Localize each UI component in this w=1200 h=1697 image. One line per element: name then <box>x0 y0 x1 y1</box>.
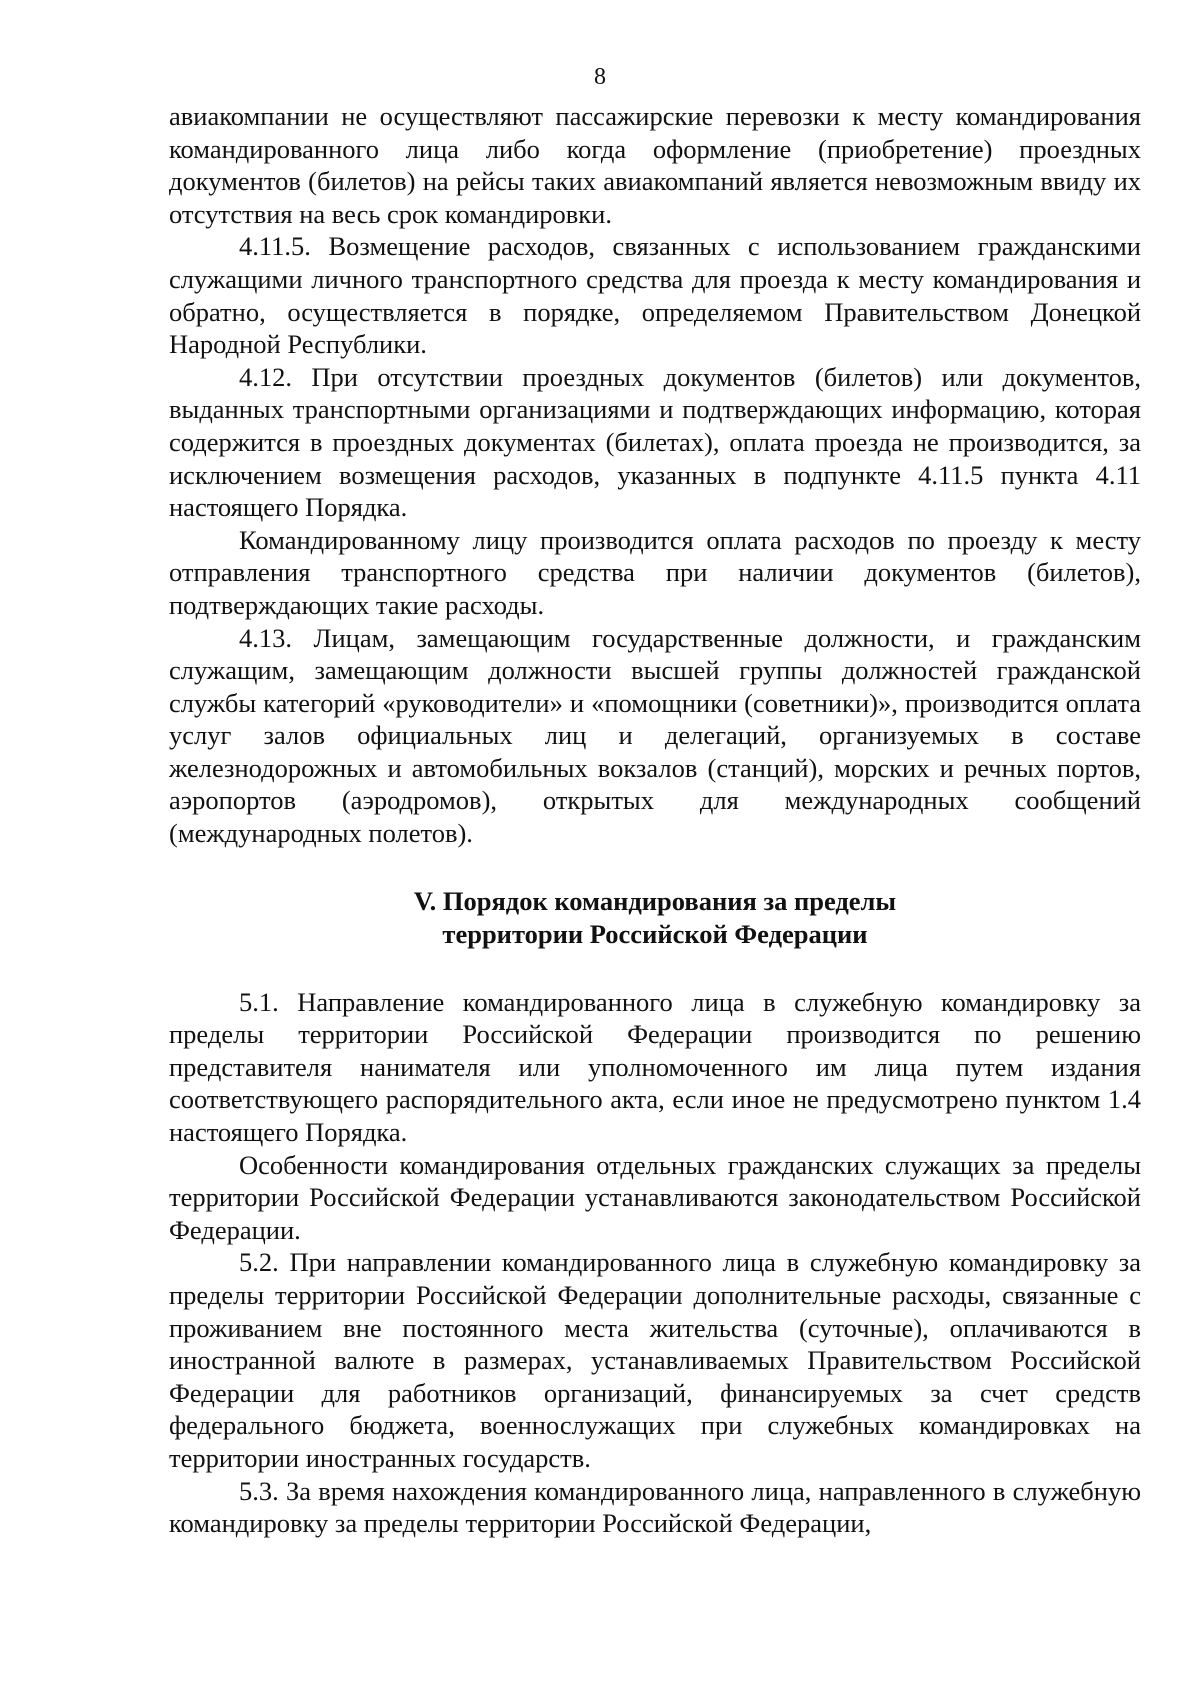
paragraph-continuation: авиакомпании не осуществляют пассажирские перевозки к месту командирования командированного лица либо когда оформление (приобретение) проездных документов (билетов) на рейсы таких авиакомпаний является невозможным ввиду их отсутствия на весь срок командировки. <box>169 101 1141 229</box>
paragraph-4-11-5: 4.11.5. Возмещение расходов, связанных с использованием гражданскими служащими личного транспортного средства для проезда к месту командирования и обратно, осуществляется в порядке, определяемом Правительством Донецкой Народной Республики. <box>169 231 1141 360</box>
paragraph-4-12-travel-to-departure: Командированному лицу производится оплата расходов по проезду к месту отправления транспортного средства при наличии документов (билетов), подтверждающих такие расходы. <box>169 524 1141 620</box>
paragraph-4-12: 4.12. При отсутствии проездных документов (билетов) или документов, выданных транспортными организациями и подтверждающих информацию, которая содержится в проездных документах (билетах), оплата проезда не производится, за исключением возмещения расходов, указанных в подпункте 4.11.5 пункта 4.11 настоящего Порядка. <box>169 361 1141 523</box>
page-number: 8 <box>594 64 606 90</box>
section-heading <box>169 885 1141 951</box>
paragraph-5-3: 5.3. За время нахождения командированного лица, направленного в служебную командировку за пределы территории Российской Федерации, <box>169 1475 1141 1539</box>
paragraph-5-2: 5.2. При направлении командированного лица в служебную командировку за пределы территории Российской Федерации дополнительные расходы, связанные с проживанием вне постоянного места жительства (суточные), оплачиваются в иностранной валюте в размерах, устанавливаемых Правительством Российской Федерации для работников организаций, финансируемых за счет средств федерального бюджета, военнослужащих при служебных командировках на территории иностранных государств. <box>169 1247 1141 1473</box>
section-heading-line-2: территории Российской Федерации <box>442 918 868 949</box>
section-heading-line-1: V. Порядок командирования за пределы <box>413 885 897 916</box>
document-body <box>169 100 1141 1540</box>
paragraph-5-1: 5.1. Направление командированного лица в служебную командировку за пределы территории Российской Федерации производится по решению представителя нанимателя или уполномоченного им лица путем издания соответствующего распорядительного акта, если иное не предусмотрено пунктом 1.4 настоящего Порядка. <box>169 986 1141 1148</box>
paragraph-4-13: 4.13. Лицам, замещающим государственные должности, и гражданским служащим, замещающим должности высшей группы должностей гражданской службы категорий «руководители» и «помощники (советники)», производится оплата услуг залов официальных лиц и делегаций, организуемых в составе железнодорожных и автомобильных вокзалов (станций), морских и речных портов, аэропортов (аэродромов), открытых для международных сообщений (международных полетов). <box>169 622 1141 849</box>
paragraph-5-1-specifics: Особенности командирования отдельных гражданских служащих за пределы территории Российской Федерации устанавливаются законодательством Российской Федерации. <box>169 1149 1141 1245</box>
